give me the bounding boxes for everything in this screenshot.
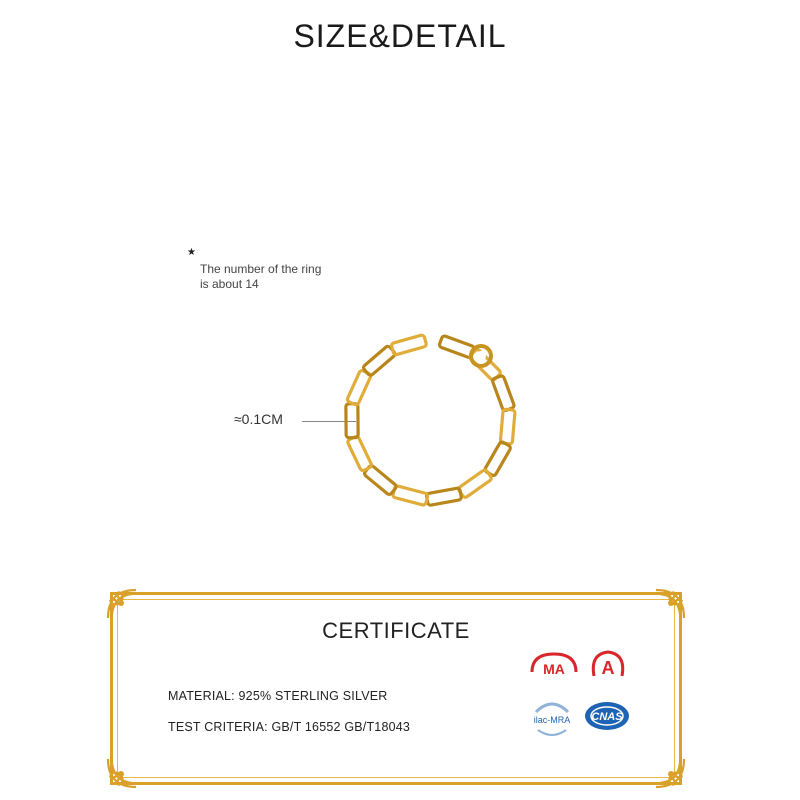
certificate-panel (110, 592, 682, 785)
chain-link (362, 345, 396, 376)
cnas-logo-text: CNAS (591, 711, 623, 723)
cma-logo-icon (528, 650, 580, 680)
ornament-corner-icon (106, 588, 140, 622)
ornament-corner-icon (106, 755, 140, 789)
chain-link (392, 485, 428, 505)
certificate-title: CERTIFICATE (322, 618, 470, 643)
test-criteria-line: TEST CRITERIA: GB/T 16552 GB/T18043 (168, 720, 411, 734)
cal-logo-text: A (601, 658, 615, 678)
ring-count-note: The number of the ring is about 14 (200, 262, 322, 291)
material-line: MATERIAL: 925% STERLING SILVER (168, 689, 388, 703)
cnas-logo-icon (582, 698, 632, 734)
ornament-corner-icon (652, 755, 686, 789)
chain-link (500, 409, 515, 444)
chain-link (346, 404, 358, 438)
chain-link (426, 488, 462, 506)
cal-logo-icon (588, 648, 628, 682)
ornament-corner-icon (652, 588, 686, 622)
chain-ring-image (335, 328, 525, 508)
ilac-mra-logo-icon (528, 696, 576, 740)
chain-link (458, 469, 493, 498)
page-title: SIZE&DETAIL (293, 18, 507, 54)
ilac-logo-text: ilac-MRA (533, 715, 571, 725)
chain-link (391, 335, 427, 356)
star-icon: ★ (187, 247, 196, 258)
measurement-label: ≈0.1CM (234, 411, 283, 427)
cma-logo-text: MA (543, 661, 565, 677)
